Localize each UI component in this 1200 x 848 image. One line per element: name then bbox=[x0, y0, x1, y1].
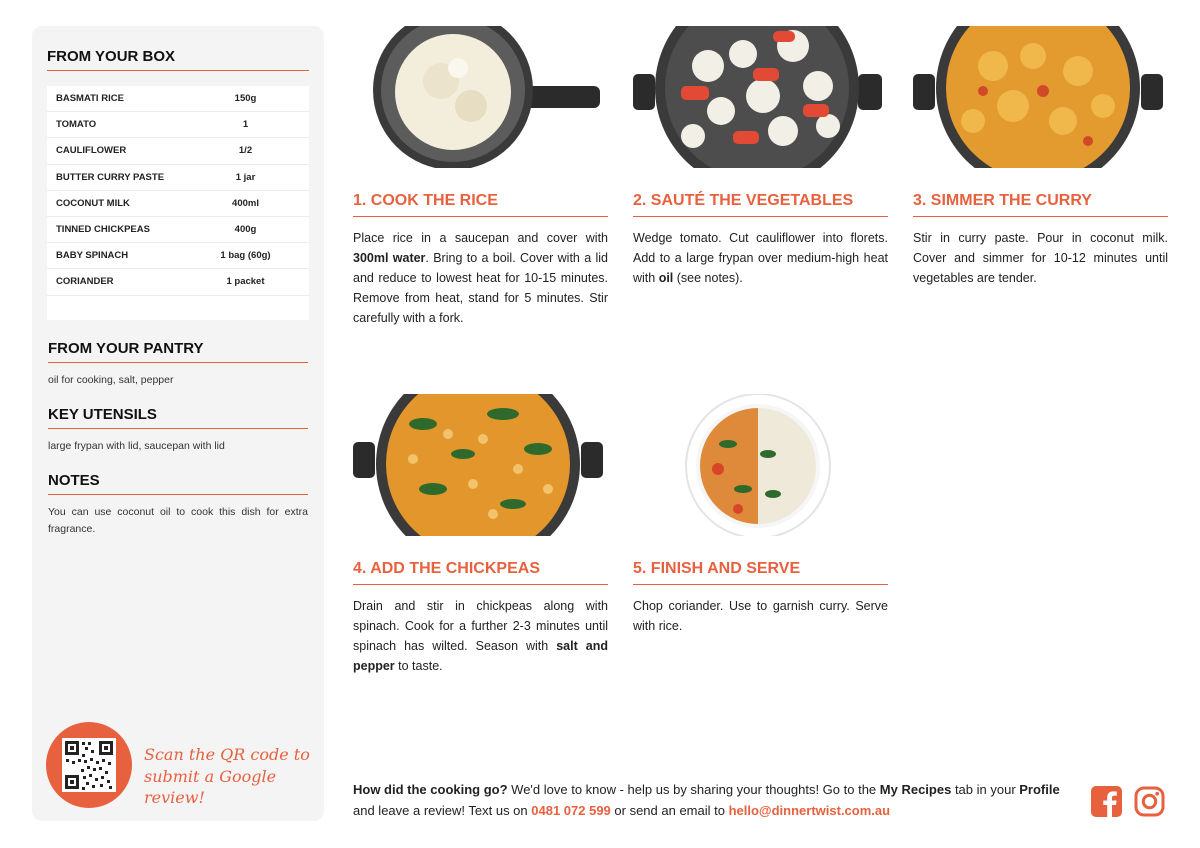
footer-my-recipes: My Recipes bbox=[879, 782, 952, 797]
ingredient-row bbox=[47, 217, 309, 243]
step-5-image bbox=[633, 394, 888, 536]
step-text-part: to taste. bbox=[394, 659, 443, 673]
footer-text: tab in your bbox=[951, 782, 1020, 797]
ingredient-name: TINNED CHICKPEAS bbox=[56, 224, 150, 236]
pantry-section bbox=[48, 340, 308, 389]
from-your-box-title: FROM YOUR BOX bbox=[47, 48, 309, 71]
step-3-title: 3. SIMMER THE CURRY bbox=[913, 192, 1168, 217]
step-text-part: Wedge tomato. Cut cauliflower into florets. Add to a large frypan over medium-high heat with bbox=[633, 231, 888, 285]
qr-badge[interactable] bbox=[46, 722, 132, 808]
ingredient-qty: 400g bbox=[234, 224, 257, 236]
notes-title: NOTES bbox=[48, 472, 308, 495]
footer-text: or send an email to bbox=[610, 803, 729, 818]
ingredient-row bbox=[47, 86, 309, 112]
step-3-text bbox=[913, 228, 1168, 288]
ingredient-row bbox=[47, 243, 309, 269]
ingredient-qty: 400ml bbox=[232, 197, 259, 209]
step-5-text bbox=[633, 596, 888, 636]
qr-caption bbox=[144, 744, 314, 809]
footer-question: How did the cooking go? bbox=[353, 782, 508, 797]
ingredient-qty: 1 packet bbox=[226, 276, 265, 288]
step-text-bold: 300ml water bbox=[353, 251, 426, 265]
ingredient-name: BASMATI RICE bbox=[56, 93, 124, 105]
qr-caption-line1: Scan the QR code to bbox=[144, 745, 310, 764]
step-text-part: (see notes). bbox=[673, 271, 743, 285]
ingredient-name: COCONUT MILK bbox=[56, 197, 130, 209]
ingredient-qty: 1/2 bbox=[238, 145, 253, 157]
instagram-icon[interactable] bbox=[1134, 786, 1165, 817]
ingredient-name: BABY SPINACH bbox=[56, 250, 129, 262]
step-1-image bbox=[353, 26, 608, 168]
footer-email-link[interactable]: hello@dinnertwist.com.au bbox=[728, 803, 891, 818]
step-4-text bbox=[353, 596, 608, 676]
facebook-icon[interactable] bbox=[1091, 786, 1122, 817]
utensils-title: KEY UTENSILS bbox=[48, 406, 308, 429]
ingredient-qty: 150g bbox=[234, 93, 257, 105]
step-5-title: 5. FINISH AND SERVE bbox=[633, 560, 888, 585]
utensils-text: large frypan with lid, saucepan with lid bbox=[48, 440, 225, 452]
ingredient-row bbox=[47, 269, 309, 295]
footer-text: and leave a review! Text us on bbox=[353, 803, 532, 818]
step-1-text bbox=[353, 228, 608, 328]
step-2-image bbox=[633, 26, 888, 168]
ingredient-name: CAULIFLOWER bbox=[56, 145, 127, 157]
step-2-title: 2. SAUTÉ THE VEGETABLES bbox=[633, 192, 888, 217]
pantry-text: oil for cooking, salt, pepper bbox=[48, 374, 174, 386]
step-text-bold: salt and pepper bbox=[353, 639, 608, 673]
ingredient-name: BUTTER CURRY PASTE bbox=[56, 171, 165, 183]
step-text-part: Drain and stir in chickpeas along with spinach. Cook for a further 2-3 minutes until spinach has wilted. Season with bbox=[353, 599, 608, 653]
ingredients-table bbox=[47, 86, 309, 320]
ingredient-row bbox=[47, 165, 309, 191]
step-text-part: . Bring to a boil. Cover with a lid and reduce to lowest heat for 10-15 minutes. Remove from heat, stand for 5 minutes. Stir carefully with a fork. bbox=[353, 251, 608, 325]
ingredients-sidebar bbox=[32, 26, 324, 821]
footer-phone-link[interactable]: 0481 072 599 bbox=[531, 803, 611, 818]
ingredient-qty: 1 jar bbox=[235, 171, 256, 183]
step-text-part: Stir in curry paste. Pour in coconut milk. Cover and simmer for 10-12 minutes until vegetables are tender. bbox=[913, 231, 1168, 285]
step-2-text bbox=[633, 228, 888, 288]
qr-code-icon bbox=[62, 738, 116, 792]
ingredient-qty: 1 bag (60g) bbox=[220, 250, 271, 262]
ingredient-name: TOMATO bbox=[56, 119, 97, 131]
step-text-part: Place rice in a saucepan and cover with bbox=[353, 231, 608, 245]
footer-profile: Profile bbox=[1019, 782, 1060, 797]
ingredient-row bbox=[47, 138, 309, 164]
utensils-section bbox=[48, 406, 308, 455]
step-1-title: 1. COOK THE RICE bbox=[353, 192, 608, 217]
step-text-bold: oil bbox=[658, 271, 674, 285]
ingredient-qty: 1 bbox=[242, 119, 249, 131]
ingredient-row bbox=[47, 191, 309, 217]
pantry-title: FROM YOUR PANTRY bbox=[48, 340, 308, 363]
ingredient-row bbox=[47, 112, 309, 138]
notes-text: You can use coconut oil to cook this dish for extra fragrance. bbox=[48, 506, 308, 535]
footer-text: We'd love to know - help us by sharing your thoughts! Go to the bbox=[507, 782, 880, 797]
notes-section bbox=[48, 472, 308, 538]
step-3-image bbox=[913, 26, 1168, 168]
step-text-part: Chop coriander. Use to garnish curry. Serve with rice. bbox=[633, 599, 888, 633]
step-4-title: 4. ADD THE CHICKPEAS bbox=[353, 560, 608, 585]
ingredient-name: CORIANDER bbox=[56, 276, 114, 288]
review-footer bbox=[353, 779, 1073, 821]
step-4-image bbox=[353, 394, 608, 536]
qr-caption-line2: submit a Google review! bbox=[144, 766, 277, 808]
